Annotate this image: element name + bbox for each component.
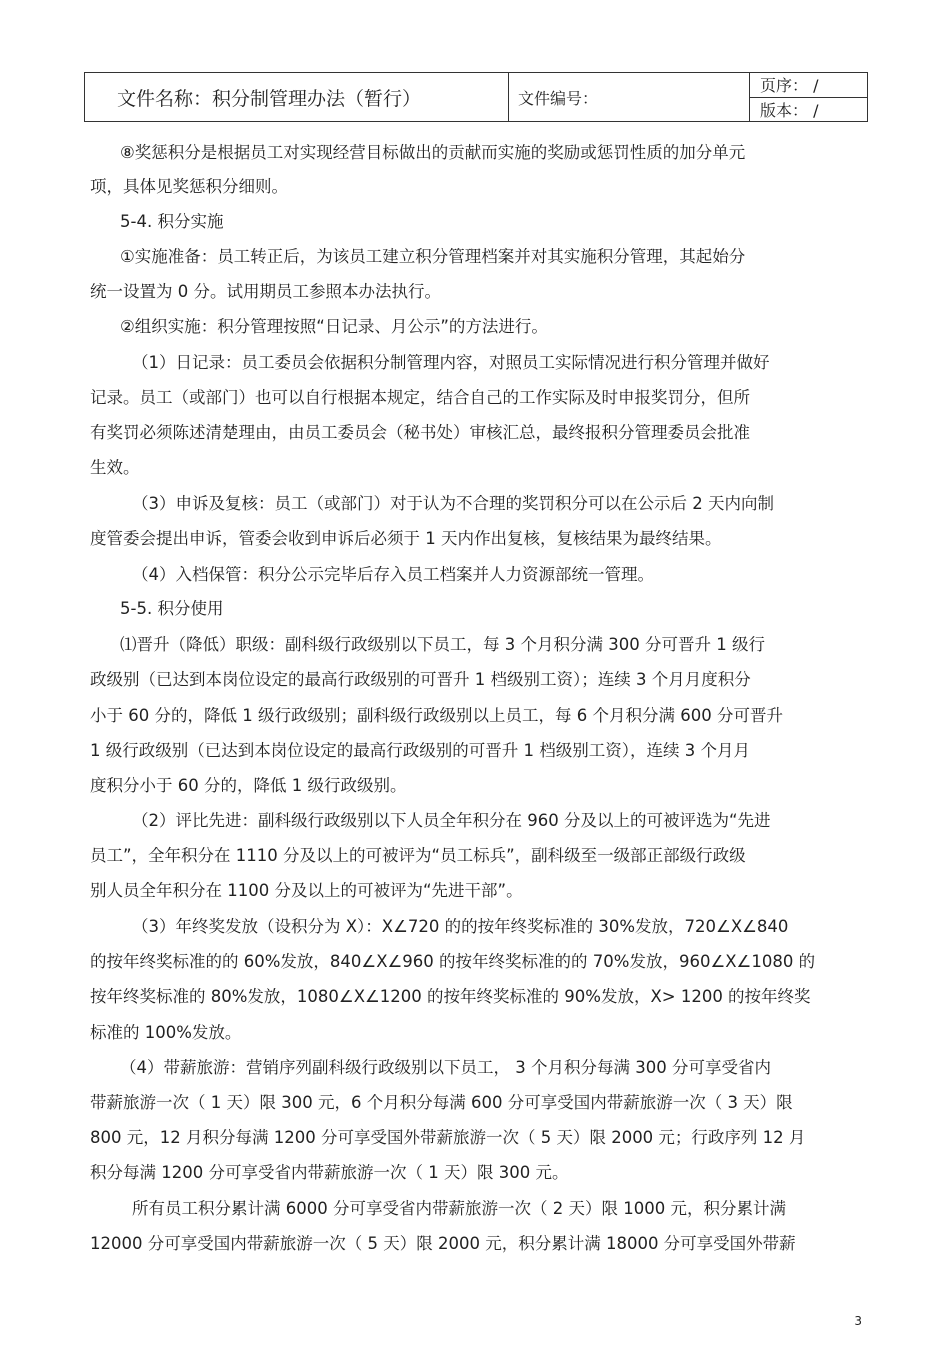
text-line: 统一设置为 0 分。试用期员工参照本办法执行。 (90, 282, 441, 301)
text-line: 标准的 100%发放。 (90, 1023, 242, 1042)
text-line: 记录。员工（或部门）也可以自行根据本规定，结合自己的工作实际及时申报奖罚分，但所 (90, 388, 750, 407)
section-heading: 5-4. 积分实施 (120, 212, 224, 231)
page-number: 3 (854, 1314, 862, 1328)
text-line: （4）带薪旅游：营销序列副科级行政级别以下员工， 3 个月积分每满 300 分可享受省内 (120, 1058, 771, 1077)
text-line: 有奖罚必须陈述清楚理由，由员工委员会（秘书处）审核汇总，最终报积分管理委员会批准 (90, 423, 750, 442)
text-line: 所有员工积分累计满 6000 分可享受省内带薪旅游一次（ 2 天）限 1000 元，积分累计满 (132, 1199, 786, 1218)
text-line: 小于 60 分的，降低 1 级行政级别；副科级行政级别以上员工，每 6 个月积分满 600 分可晋升 (90, 706, 783, 725)
text-line: ①实施准备：员工转正后，为该员工建立积分管理档案并对其实施积分管理，其起始分 (120, 247, 746, 266)
text-line: 1 级行政级别（已达到本岗位设定的最高行政级别的可晋升 1 档级别工资），连续 3 个月月 (90, 741, 750, 760)
version: 版本： / (760, 100, 819, 120)
text-line: （3）年终奖发放（设积分为 X）：X∠720 的的按年终奖标准的 30%发放，720∠X∠840 (132, 917, 789, 936)
text-line: 员工”，全年积分在 1110 分及以上的可被评为“员工标兵”，副科级至一级部正部级行政级 (90, 846, 746, 865)
text-line: 的按年终奖标准的的 60%发放，840∠X∠960 的按年终奖标准的的 70%发放，960∠X∠1080 的 (90, 952, 816, 971)
document-header-table (84, 72, 868, 122)
text-line: 别人员全年积分在 1100 分及以上的可被评为“先进干部”。 (90, 881, 523, 900)
text-line: （1）日记录：员工委员会依据积分制管理内容，对照员工实际情况进行积分管理并做好 (132, 353, 770, 372)
text-line: 积分每满 1200 分可享受省内带薪旅游一次（ 1 天）限 300 元。 (90, 1163, 569, 1182)
text-line: 项，具体见奖惩积分细则。 (90, 177, 288, 196)
section-heading: 5-5. 积分使用 (120, 599, 224, 618)
text-line: ⑧奖惩积分是根据员工对实现经营目标做出的贡献而实施的奖励或惩罚性质的加分单元 (120, 143, 746, 162)
text-line: ⑴晋升（降低）职级：副科级行政级别以下员工，每 3 个月积分满 300 分可晋升 1 级行 (120, 635, 765, 654)
page-order: 页序： / (750, 73, 867, 98)
file-number-cell: 文件编号： (509, 73, 750, 121)
text-line: 12000 分可享受国内带薪旅游一次（ 5 天）限 2000 元，积分累计满 18000 分可享受国外带薪 (90, 1234, 796, 1253)
text-line: （4）入档保管：积分公示完毕后存入员工档案并人力资源部统一管理。 (132, 565, 654, 584)
text-line: 政级别（已达到本岗位设定的最高行政级别的可晋升 1 档级别工资）；连续 3 个月月度积分 (90, 670, 751, 689)
text-line: 按年终奖标准的 80%发放，1080∠X∠1200 的按年终奖标准的 90%发放，X> 1200 的按年终奖 (90, 987, 811, 1006)
text-line: （2）评比先进：副科级行政级别以下人员全年积分在 960 分及以上的可被评选为“先进 (132, 811, 771, 830)
text-line: ②组织实施：积分管理按照“日记录、月公示”的方法进行。 (120, 317, 548, 336)
text-line: （3）申诉及复核：员工（或部门）对于认为不合理的奖罚积分可以在公示后 2 天内向制 (132, 494, 774, 513)
file-name-cell: 文件名称：积分制管理办法（暂行） (85, 73, 509, 121)
text-line: 带薪旅游一次（ 1 天）限 300 元，6 个月积分每满 600 分可享受国内带薪旅游一次（ 3 天）限 (90, 1093, 793, 1112)
page-meta-cell (750, 73, 867, 121)
text-line: 度管委会提出申诉，管委会收到申诉后必须于 1 天内作出复核，复核结果为最终结果。 (90, 529, 722, 548)
text-line: 度积分小于 60 分的，降低 1 级行政级别。 (90, 776, 407, 795)
text-line: 生效。 (90, 458, 140, 477)
text-line: 800 元，12 月积分每满 1200 分可享受国外带薪旅游一次（ 5 天）限 2000 元；行政序列 12 月 (90, 1128, 806, 1147)
